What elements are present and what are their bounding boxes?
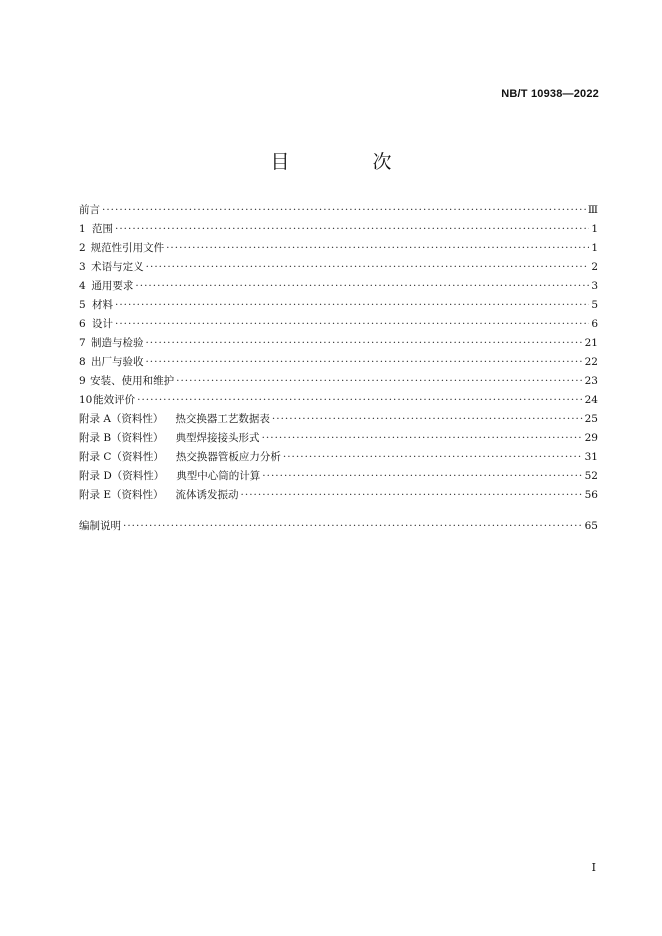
toc-entry-number: 10 <box>79 394 93 406</box>
toc-entry-page: 56 <box>584 489 598 501</box>
page-title: 目 次 <box>270 151 424 173</box>
toc-entry-number: 2 <box>79 242 86 254</box>
toc-entry-title: 出厂与验收 <box>90 356 144 368</box>
toc-entry-title: 典型中心筒的计算 <box>176 470 261 482</box>
toc-entry-page: 2 <box>591 261 598 273</box>
dot-leader <box>135 277 589 296</box>
toc-appendix-prefix: 附录 B（资料性） <box>79 432 164 444</box>
dot-leader <box>262 429 583 448</box>
toc-entry-chapter[interactable] <box>79 220 598 239</box>
toc-entry-title: 流体诱发振动 <box>175 489 239 501</box>
toc-entry-chapter[interactable] <box>79 315 598 334</box>
toc-entry-foreword[interactable] <box>79 201 598 220</box>
toc-entry-title: 术语与定义 <box>91 261 144 273</box>
toc-entry-title: 设计 <box>91 318 113 330</box>
toc-entry-appendix[interactable] <box>79 467 598 486</box>
toc-entry-page: 1 <box>591 242 598 254</box>
toc-entry-title: 前言 <box>79 204 100 216</box>
dot-leader <box>115 315 589 334</box>
toc-entry-page: 1 <box>591 223 598 235</box>
toc-appendix-prefix: 附录 A（资料性） <box>79 413 164 425</box>
dot-leader <box>145 353 582 372</box>
dot-leader <box>102 201 586 220</box>
toc-entry-title: 能效评价 <box>93 394 136 406</box>
toc-entry-number: 8 <box>79 356 86 368</box>
toc-entry-page: 22 <box>584 356 598 368</box>
toc-entry-page: 3 <box>591 280 598 292</box>
toc-entry-number: 1 <box>79 223 86 235</box>
table-of-contents <box>79 201 598 536</box>
toc-entry-page: 21 <box>584 337 598 349</box>
dot-leader <box>166 239 589 258</box>
toc-entry-appendix[interactable] <box>79 429 598 448</box>
toc-entry-title: 典型焊接接头形式 <box>175 432 260 444</box>
toc-appendix-prefix: 附录 C（资料性） <box>79 451 164 463</box>
dot-leader <box>137 391 583 410</box>
toc-entry-page: 52 <box>584 470 598 482</box>
toc-entry-page: Ⅲ <box>587 204 598 216</box>
toc-entry-page: 65 <box>584 520 598 532</box>
toc-entry-title: 通用要求 <box>91 280 134 292</box>
dot-leader <box>145 334 582 353</box>
toc-entry-page: 24 <box>584 394 598 406</box>
dot-leader <box>241 486 583 505</box>
toc-entry-number: 3 <box>79 261 86 273</box>
toc-entry-title: 范围 <box>91 223 113 235</box>
toc-entry-appendix[interactable] <box>79 486 598 505</box>
toc-entry-page: 31 <box>584 451 598 463</box>
toc-entry-chapter[interactable] <box>79 334 598 353</box>
toc-entry-notes[interactable] <box>79 517 598 536</box>
dot-leader <box>146 258 590 277</box>
dot-leader <box>272 410 583 429</box>
toc-entry-title: 热交换器工艺数据表 <box>175 413 270 425</box>
toc-entry-appendix[interactable] <box>79 448 598 467</box>
toc-appendix-prefix: 附录 D（资料性） <box>79 470 165 482</box>
toc-entry-title: 热交换器管板应力分析 <box>175 451 281 463</box>
toc-entry-chapter[interactable] <box>79 353 598 372</box>
toc-entry-page: 29 <box>584 432 598 444</box>
dot-leader <box>262 467 582 486</box>
toc-entry-page: 6 <box>591 318 598 330</box>
toc-entry-title: 材料 <box>91 299 113 311</box>
toc-entry-title: 编制说明 <box>79 520 121 532</box>
toc-entry-title: 制造与检验 <box>90 337 144 349</box>
toc-entry-page: 5 <box>591 299 598 311</box>
toc-entry-page: 23 <box>584 375 598 387</box>
toc-entry-chapter[interactable] <box>79 239 598 258</box>
standard-code: NB/T 10938—2022 <box>501 88 599 100</box>
dot-leader <box>283 448 583 467</box>
toc-entry-title: 规范性引用文件 <box>90 242 165 254</box>
dot-leader <box>115 220 589 239</box>
toc-entry-chapter[interactable] <box>79 258 598 277</box>
toc-entry-number: 5 <box>79 299 86 311</box>
toc-entry-page: 25 <box>584 413 598 425</box>
toc-entry-number: 6 <box>79 318 86 330</box>
toc-entry-chapter[interactable] <box>79 277 598 296</box>
toc-entry-appendix[interactable] <box>79 410 598 429</box>
toc-entry-chapter[interactable] <box>79 372 598 391</box>
toc-entry-number: 9 <box>79 375 86 387</box>
dot-leader <box>115 296 589 315</box>
toc-entry-number: 4 <box>79 280 86 292</box>
dot-leader <box>176 372 583 391</box>
toc-entry-number: 7 <box>79 337 86 349</box>
toc-entry-chapter[interactable] <box>79 296 598 315</box>
toc-entry-title: 安装、使用和维护 <box>90 375 175 387</box>
toc-entry-chapter[interactable] <box>79 391 598 410</box>
dot-leader <box>123 517 583 536</box>
page-number: I <box>591 861 596 874</box>
toc-appendix-prefix: 附录 E（资料性） <box>79 489 164 501</box>
